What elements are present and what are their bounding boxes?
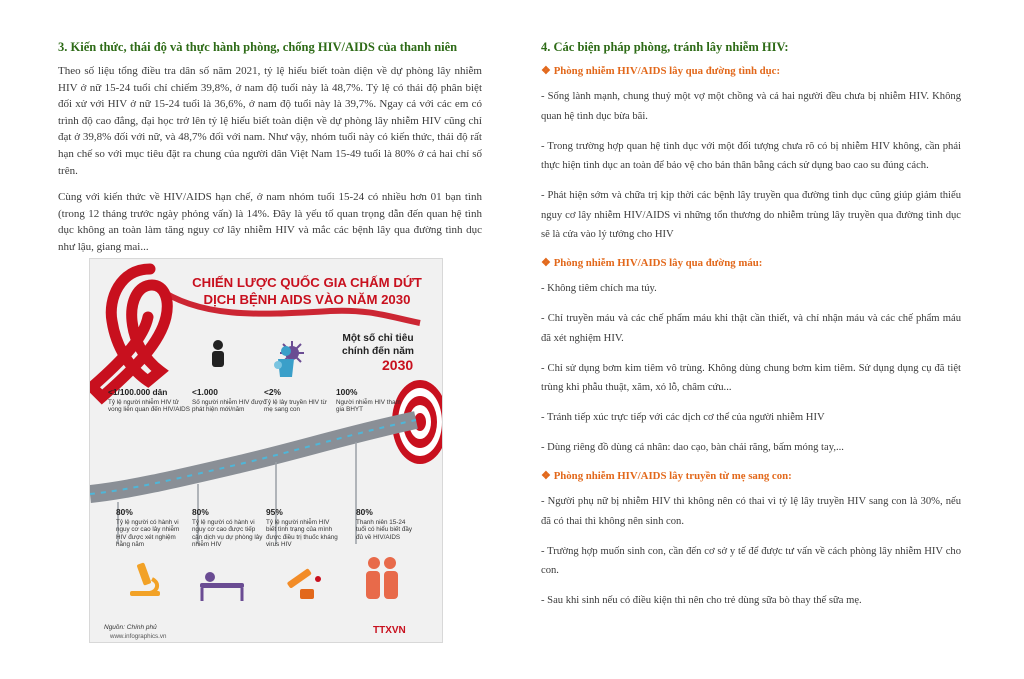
stat-6: 80% Tỷ lệ người có hành vi nguy cơ cao được tiếp cận dịch vụ dự phòng lây nhiễm HIV [192,507,263,549]
right-column [541,40,961,621]
list-item: - Trong trường hợp quan hệ tình dục với một đối tượng chưa rõ có bị nhiễm HIV không, cần phải thực hiện tình dục an toàn để bảo vệ cho bản thân bằng cách sử dụng bao cao su đúng cách. [541,140,961,171]
list-item: - Sau khi sinh nếu có điều kiện thì nên cho trẻ dùng sữa bò thay thế sữa mẹ. [541,595,862,606]
list-item: - Chỉ sử dụng bơm kim tiêm vô trùng. Không dùng chung bơm kim tiêm. Sử dụng dụng cụ đã tiệt trùng khi phẫu thuật, xăm, xỏ lỗ, châm cứu... [541,362,961,393]
person-icon [208,339,228,369]
mother-child-icon [272,345,298,379]
subsection-blood-title: ❖ Phòng nhiễm HIV/AIDS lây qua đường máu: [541,257,763,269]
youth-couple-icon [360,555,404,605]
microscope-icon [124,559,164,599]
diamond-bullet-icon: ❖ [541,257,551,269]
ttxvn-logo: TTXVN [373,625,406,636]
list-item: - Không tiêm chích ma túy. [541,283,657,294]
hospital-bed-icon [198,563,248,603]
syringe-pills-icon [280,559,324,603]
list-item: - Dùng riêng đồ dùng cá nhân: dao cạo, bàn chải răng, bấm móng tay,... [541,442,844,453]
stat-5: 80% Tỷ lệ người có hành vi nguy cơ cao lây nhiễm HIV được xét nghiệm hằng năm [116,507,180,549]
aids-strategy-infographic [89,258,443,643]
subsection-sexual-title: ❖ Phòng nhiễm HIV/AIDS lây qua đường tình dục: [541,65,781,77]
infographic-source: Nguồn: Chính phủ [104,624,157,631]
infographic-title: CHIẾN LƯỢC QUỐC GIA CHẤM DỨT DỊCH BỆNH AIDS VÀO NĂM 2030 [192,275,422,307]
diamond-bullet-icon: ❖ [541,65,551,77]
subsection-mother-child-title: ❖ Phòng nhiễm HIV/AIDS lây truyền từ mẹ sang con: [541,470,792,482]
target-heading: Một số chỉ tiêu chính đến năm [342,333,414,357]
list-item: - Tránh tiếp xúc trực tiếp với các dịch cơ thể của người nhiễm HIV [541,412,825,423]
target-year: 2030 [382,357,414,373]
stat-3: <2% Tỷ lệ lây truyền HIV từ mẹ sang con [264,387,327,414]
list-item: - Người phụ nữ bị nhiễm HIV thì không nên có thai vì tỷ lệ lây truyền HIV sang con là 30%, nếu đã có thai thì không nên sinh con. [541,496,961,527]
stat-2: <1.000 Số người nhiễm HIV được phát hiện mới/năm [192,387,267,414]
stat-4: 100% Người nhiễm HIV tham gia BHYT [336,387,401,414]
list-item: - Sống lành mạnh, chung thuỷ một vợ một chồng và cả hai người đều chưa bị nhiễm HIV. Không quan hệ tình dục bừa bãi. [541,91,961,122]
stat-1: <1/100.000 dân Tỷ lệ người nhiễm HIV tử vong liên quan đến HIV/AIDS [108,387,190,414]
list-item: - Trường hợp muốn sinh con, cần đến cơ sở y tế để được tư vấn về cách phòng lây nhiễm HIV cho con. [541,545,961,576]
stat-7: 95% Tỷ lệ người nhiễm HIV biết tình trạng của mình được điều trị thuốc kháng virus HIV [266,507,338,549]
stat-8: 80% Thanh niên 15-24 tuổi có hiểu biết đầy đủ về HIV/AIDS [356,507,413,541]
paragraph-partners: Cùng với kiến thức về HIV/AIDS hạn chế, ở nam nhóm tuổi 15-24 có nhiều hơn 01 bạn tình (trong 12 tháng trước ngày phỏng vấn) là 14%. Đây là yếu tố quan trọng dẫn đến quan hệ tình dục không an toàn làm tăng nguy cơ lây nhiễm HIV và mắc các bệnh lây qua đường tình dục như lậu, giang mai... [58,191,482,253]
section-3-heading: 3. Kiến thức, thái độ và thực hành phòng, chống HIV/AIDS của thanh niên [58,40,458,54]
infographic-source-url: www.infographics.vn [110,633,167,640]
left-column [58,40,482,266]
list-item: - Chỉ truyền máu và các chế phẩm máu khi thật cần thiết, và chỉ nhận máu và các chế phẩm máu đã xét nghiệm HIV. [541,313,961,344]
list-item: - Phát hiện sớm và chữa trị kịp thời các bệnh lây truyền qua đường tình dục cũng giúp giảm thiểu nguy cơ lây nhiễm HIV/AIDS vì những tổn thương do nhiễm trùng lây truyền qua đường tình dục sẽ là cửa vào lý tưởng cho HIV [541,190,961,240]
paragraph-survey: Theo số liệu tổng điều tra dân số năm 2021, tỷ lệ hiểu biết toàn diện về dự phòng lây nhiễm HIV ở nữ 15-24 tuổi chỉ chiếm 39,8%, ở nam độ tuổi này là 48,7%. Tỷ lệ có thái độ phân biệt đối xử với HIV ở nữ 15-24 tuổi là 36,6%, ở nam độ tuổi này là 39,7%. Ngay cả với các em có trình độ cao đẳng, đại học trở lên tỷ lệ hiểu biết toàn diện về dự phòng lây nhiễm HIV cũng chỉ đạt ở 39,8% đối với nữ, và 48,7% đối với nam. Như vậy, nhóm tuổi này có kiến thức, thái độ rất hạn chế so với mục tiêu đặt ra chung của người dân Việt Nam 15-49 tuổi là 80% ở cả hai chỉ số trên. [58,65,482,177]
diamond-bullet-icon: ❖ [541,470,551,482]
section-4-heading: 4. Các biện pháp phòng, tránh lây nhiễm HIV: [541,40,789,54]
